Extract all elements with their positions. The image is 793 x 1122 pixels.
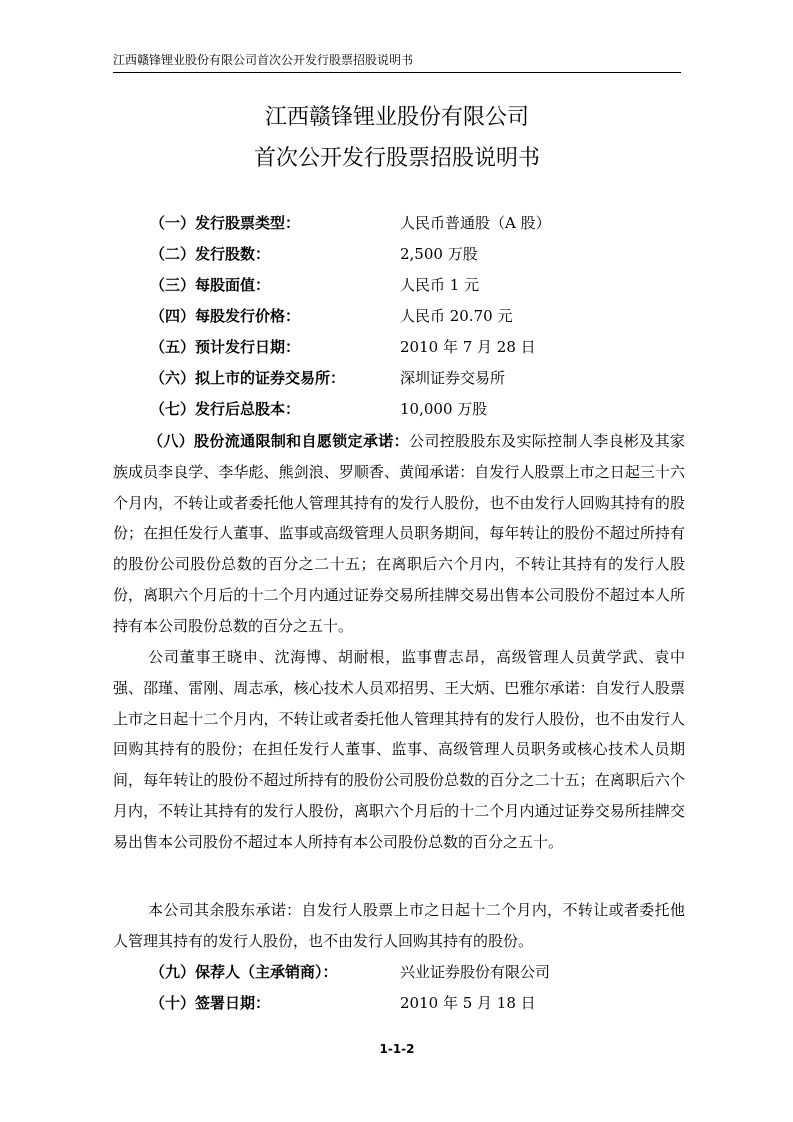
header-rule [113, 72, 681, 73]
lockup-paragraph-other-shareholders [113, 895, 685, 957]
item-value: 2010 年 5 月 18 日 [400, 994, 536, 1012]
item-stock-exchange [150, 367, 506, 389]
running-header: 江西赣锋锂业股份有限公司首次公开发行股票招股说明书 [113, 53, 414, 67]
item-sponsor [150, 961, 551, 983]
lockup-label: （八）股份流通限制和自愿锁定承诺： [148, 432, 409, 450]
item-label: （六）拟上市的证券交易所： [150, 369, 346, 387]
item-value: 10,000 万股 [400, 400, 488, 418]
item-label: （一）发行股票类型： [150, 214, 301, 232]
item-total-shares [150, 398, 488, 420]
item-label: （三）每股面值： [150, 276, 271, 294]
item-label: （九）保荐人（主承销商）： [150, 963, 338, 981]
item-label: （二）发行股数： [150, 245, 271, 263]
item-stock-type [150, 212, 551, 234]
item-label: （十）签署日期： [150, 994, 271, 1012]
item-value: 人民币普通股（A 股） [400, 214, 551, 232]
item-signing-date [150, 992, 536, 1014]
item-issue-price [150, 305, 513, 327]
item-value: 2010 年 7 月 28 日 [400, 338, 536, 356]
document-title-prospectus: 首次公开发行股票招股说明书 [253, 146, 540, 171]
item-value: 2,500 万股 [400, 245, 478, 263]
page-number: 1-1-2 [379, 1042, 415, 1056]
lockup-text-2: 公司董事王晓申、沈海博、胡耐根，监事曹志昂，高级管理人员黄学武、袁中强、邵瑾、雷刚、周志承，核心技术人员邓招男、王大炳、巴雅尔承诺：自发行人股票上市之日起十二个月内，不转让或者委托他人管理其持有的发行人股份，也不由发行人回购其持有的股份；在担任发行人董事、监事、高级管理人员职务或核心技术人员期间，每年转让的股份不超过所持有的股份公司股份总数的百分之二十五；在离职后六个月内，不转让其持有的发行人股份，离职六个月后的十二个月内通过证券交易所挂牌交易出售本公司股份不超过本人所持有本公司股份总数的百分之五十。 [113, 648, 685, 851]
item-value: 人民币 1 元 [400, 276, 480, 294]
item-value: 兴业证券股份有限公司 [400, 963, 551, 981]
item-value: 人民币 20.70 元 [400, 307, 513, 325]
document-title-company: 江西赣锋锂业股份有限公司 [264, 105, 529, 130]
item-label: （七）发行后总股本： [150, 400, 301, 418]
lockup-text-3: 本公司其余股东承诺：自发行人股票上市之日起十二个月内，不转让或者委托他人管理其持有的发行人股份，也不由发行人回购其持有的股份。 [113, 901, 685, 950]
lockup-paragraph-controlling-shareholders [113, 426, 685, 642]
item-label: （四）每股发行价格： [150, 307, 301, 325]
item-issue-date [150, 336, 536, 358]
lockup-text-1: 公司控股股东及实际控制人李良彬及其家族成员李良学、李华彪、熊剑浪、罗顺香、黄闻承诺：自发行人股票上市之日起三十六个月内，不转让或者委托他人管理其持有的发行人股份，也不由发行人回购其持有的股份；在担任发行人董事、监事或高级管理人员职务期间，每年转让的股份不超过所持有的股份公司股份总数的百分之二十五；在离职后六个月内，不转让其持有的发行人股份，离职六个月后的十二个月内通过证券交易所挂牌交易出售本公司股份不超过本人所持有本公司股份总数的百分之五十。 [113, 432, 685, 635]
item-par-value [150, 274, 480, 296]
item-share-count [150, 243, 478, 265]
item-label: （五）预计发行日期： [150, 338, 301, 356]
item-value: 深圳证券交易所 [400, 369, 506, 387]
lockup-paragraph-directors [113, 642, 685, 858]
